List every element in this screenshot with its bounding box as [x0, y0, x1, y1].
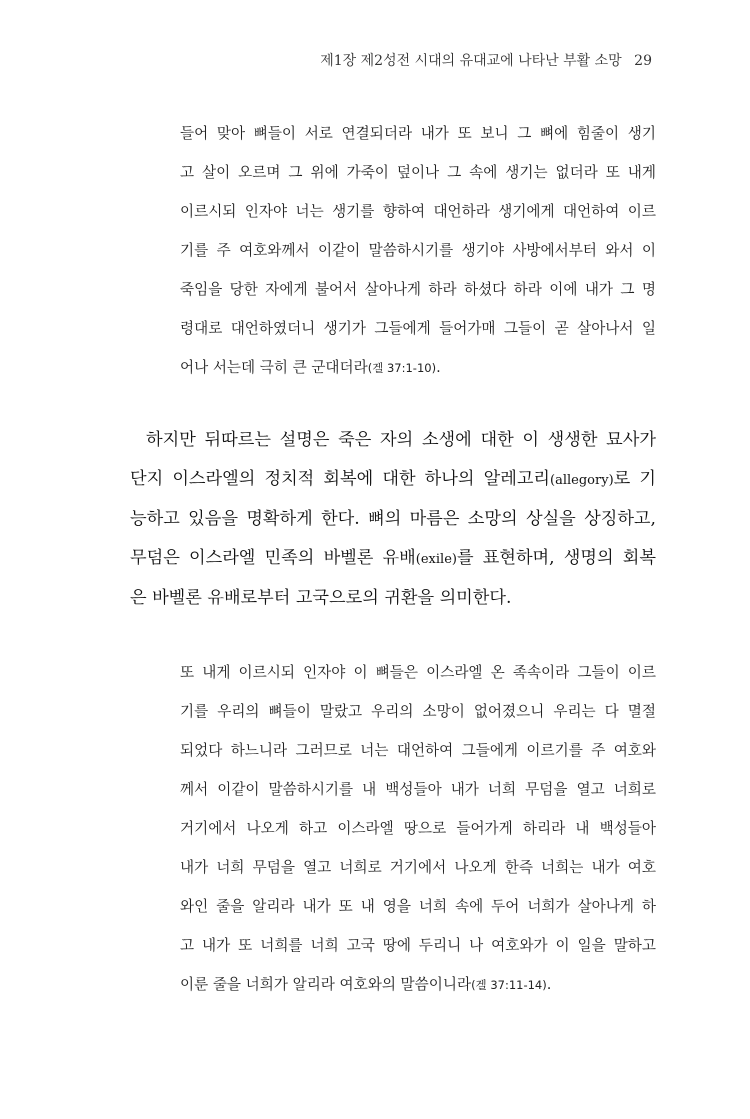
- running-header: [320, 50, 652, 70]
- citation: (겔 37:1-10): [367, 361, 437, 375]
- body-line: [130, 539, 656, 579]
- body-line: [130, 460, 656, 500]
- page-number: 29: [634, 53, 652, 69]
- quote-last-line: [180, 348, 656, 388]
- quote-line: 이르시되 인자야 너는 생기를 향하여 대언하라 생기에게 대언하여 이르: [180, 203, 656, 220]
- quote-line: 와인 줄을 알리라 내가 또 내 영을 너희 속에 두어 너희가 살아나게 하: [180, 898, 656, 915]
- body-text: 로 기: [613, 469, 656, 489]
- quote-line: 들어 맞아 뼈들이 서로 연결되더라 내가 또 보니 그 뼈에 힘줄이 생기: [180, 125, 656, 142]
- body-text: 무덤은 이스라엘 민족의 바벨론 유배: [130, 548, 416, 568]
- body-paragraph: [130, 421, 656, 618]
- quote-text: 이룬 줄을 너희가 알리라 여호와의 말씀이니라: [180, 976, 472, 993]
- quote-line: 고 살이 오르며 그 위에 가죽이 덮이나 그 속에 생기는 없더라 또 내게: [180, 164, 656, 181]
- term-allegory: (allegory): [550, 473, 614, 488]
- end-mark: .: [436, 359, 441, 376]
- body-line: 하지만 뒤따르는 설명은 죽은 자의 소생에 대한 이 생생한 묘사가: [146, 430, 656, 450]
- quote-line: 께서 이같이 말씀하시기를 내 백성들아 내가 너희 무덤을 열고 너희로: [180, 781, 656, 798]
- quote-line: 거기에서 나오게 하고 이스라엘 땅으로 들어가게 하리라 내 백성들아: [180, 820, 656, 837]
- quote-line: 기를 우리의 뼈들이 말랐고 우리의 소망이 없어졌으니 우리는 다 멸절: [180, 703, 656, 720]
- quote-line: 또 내게 이르시되 인자야 이 뼈들은 이스라엘 온 족속이라 그들이 이르: [180, 664, 656, 681]
- quote-line: 내가 너희 무덤을 열고 너희로 거기에서 나오게 한즉 너희는 내가 여호: [180, 859, 656, 876]
- quote-line: 령대로 대언하였더니 생기가 그들에게 들어가매 그들이 곧 살아나서 일: [180, 320, 656, 337]
- quote-line: 죽임을 당한 자에게 불어서 살아나게 하라 하셨다 하라 이에 내가 그 명: [180, 281, 656, 298]
- quote-last-line: [180, 965, 656, 1005]
- body-text: 를 표현하며, 생명의 회복: [456, 548, 657, 568]
- block-quote-ezekiel-37-1-10: [180, 114, 656, 388]
- quote-line: 되었다 하느니라 그러므로 너는 대언하여 그들에게 이르기를 주 여호와: [180, 742, 656, 759]
- end-mark: .: [546, 976, 552, 993]
- header-title: 제2성전 시대의 유대교에 나타난 부활 소망: [360, 53, 622, 69]
- quote-line: 기를 주 여호와께서 이같이 말씀하시기를 생기야 사방에서부터 와서 이: [180, 242, 656, 259]
- header-chapter: 제1장: [320, 53, 357, 69]
- body-line: 능하고 있음을 명확하게 한다. 뼈의 마름은 소망의 상실을 상징하고,: [130, 509, 656, 529]
- body-line: 은 바벨론 유배로부터 고국으로의 귀환을 의미한다.: [130, 588, 512, 608]
- block-quote-ezekiel-37-11-14: [180, 653, 656, 1005]
- quote-line: 고 내가 또 너희를 너희 고국 땅에 두리니 나 여호와가 이 일을 말하고: [180, 937, 656, 954]
- citation: (겔 37:11-14): [471, 978, 547, 992]
- quote-text: 어나 서는데 극히 큰 군대더라: [180, 359, 368, 376]
- term-exile: (exile): [415, 552, 457, 567]
- body-text: 단지 이스라엘의 정치적 회복에 대한 하나의 알레고리: [130, 469, 551, 489]
